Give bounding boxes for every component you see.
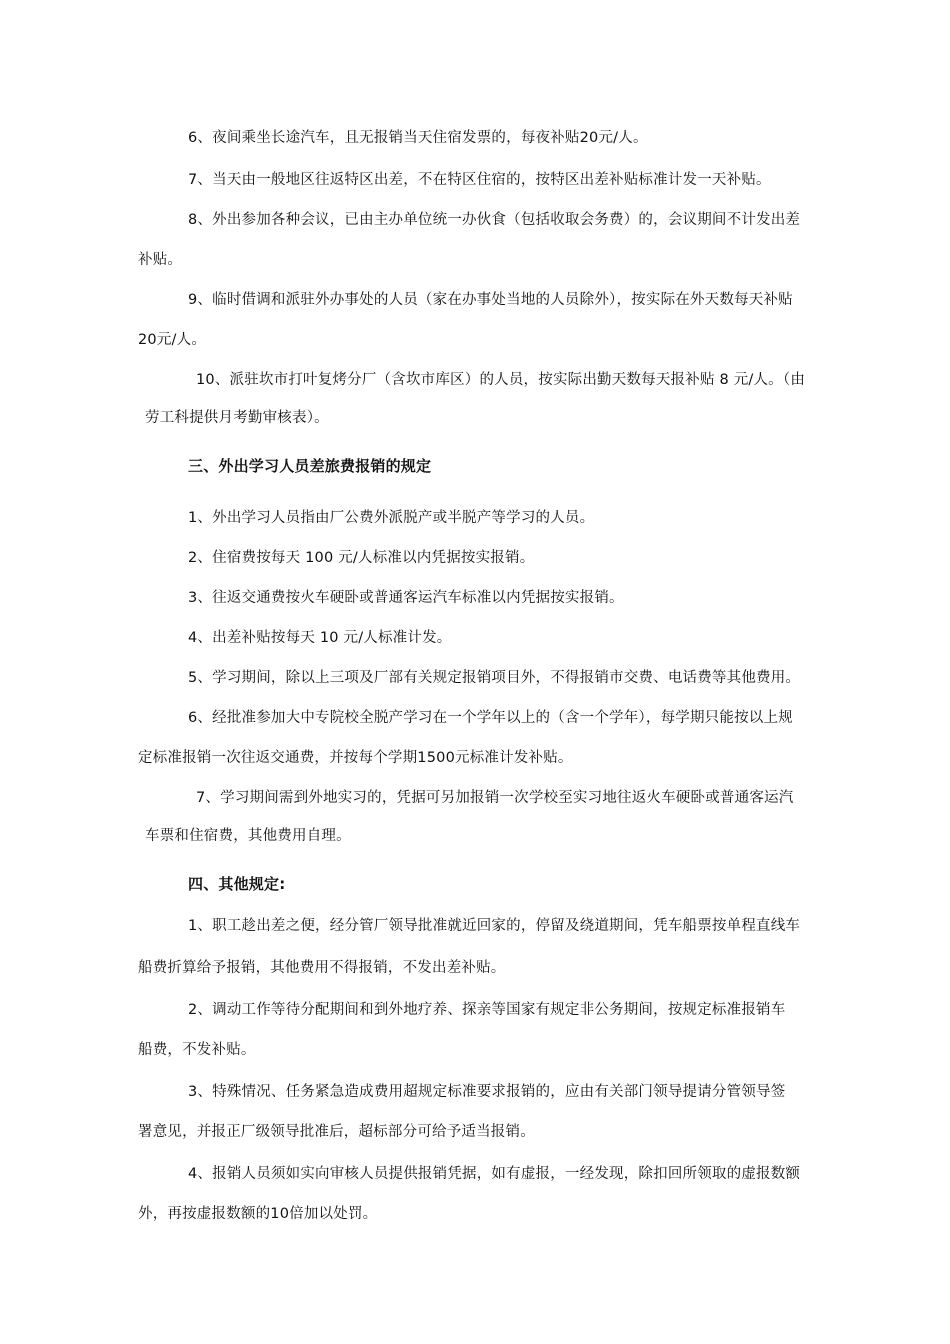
paragraph-line: 补贴。 <box>138 252 183 268</box>
paragraph-line: 5、学习期间，除以上三项及厂部有关规定报销项目外，不得报销市交费、电话费等其他费用。 <box>188 670 801 686</box>
paragraph-line: 10、派驻坎市打叶复烤分厂（含坎市库区）的人员，按实际出勤天数每天报补贴 8 元/人。（由 <box>196 372 806 388</box>
paragraph-line: 船费折算给予报销，其他费用不得报销，不发出差补贴。 <box>138 960 506 976</box>
paragraph-line: 20元/人。 <box>138 332 207 348</box>
paragraph-line: 3、特殊情况、任务紧急造成费用超规定标准要求报销的，应由有关部门领导提请分管领导签 <box>188 1084 786 1100</box>
paragraph-line: 7、当天由一般地区往返特区出差，不在特区住宿的，按特区出差补贴标准计发一天补贴。 <box>188 172 771 188</box>
paragraph-line: 8、外出参加各种会议，已由主办单位统一办伙食（包括收取会务费）的，会议期间不计发出差 <box>188 212 801 228</box>
paragraph-line: 2、调动工作等待分配期间和到外地疗养、探亲等国家有规定非公务期间，按规定标准报销车 <box>188 1002 786 1018</box>
paragraph-line: 4、报销人员须如实向审核人员提供报销凭据，如有虚报，一经发现，除扣回所领取的虚报数额 <box>188 1166 801 1182</box>
paragraph-line: 署意见，并报正厂级领导批准后，超标部分可给予适当报销。 <box>138 1124 535 1140</box>
paragraph-line: 4、出差补贴按每天 10 元/人标准计发。 <box>188 630 452 646</box>
paragraph-line: 6、夜间乘坐长途汽车，且无报销当天住宿发票的，每夜补贴20元/人。 <box>188 130 648 146</box>
section-heading: 四、其他规定: <box>188 875 286 893</box>
paragraph-line: 7、学习期间需到外地实习的，凭据可另加报销一次学校至实习地往返火车硬卧或普通客运汽 <box>196 790 794 806</box>
paragraph-line: 9、临时借调和派驻外办事处的人员（家在办事处当地的人员除外），按实际在外天数每天补贴 <box>188 292 793 308</box>
paragraph-line: 6、经批准参加大中专院校全脱产学习在一个学年以上的（含一个学年），每学期只能按以上规 <box>188 710 793 726</box>
paragraph-line: 3、往返交通费按火车硬卧或普通客运汽车标准以内凭据按实报销。 <box>188 590 624 606</box>
paragraph-line: 2、住宿费按每天 100 元/人标准以内凭据按实报销。 <box>188 550 535 566</box>
paragraph-line: 船费，不发补贴。 <box>138 1042 256 1058</box>
section-heading: 三、外出学习人员差旅费报销的规定 <box>188 457 432 475</box>
paragraph-line: 定标准报销一次往返交通费，并按每个学期1500元标准计发补贴。 <box>138 750 573 766</box>
paragraph-line: 车票和住宿费，其他费用自理。 <box>145 828 351 844</box>
paragraph-line: 1、外出学习人员指由厂公费外派脱产或半脱产等学习的人员。 <box>188 510 595 526</box>
paragraph-line: 外，再按虚报数额的10倍加以处罚。 <box>138 1206 378 1222</box>
paragraph-line: 劳工科提供月考勤审核表）。 <box>145 410 329 426</box>
paragraph-line: 1、职工趁出差之便，经分管厂领导批准就近回家的，停留及绕道期间，凭车船票按单程直线车 <box>188 918 801 934</box>
